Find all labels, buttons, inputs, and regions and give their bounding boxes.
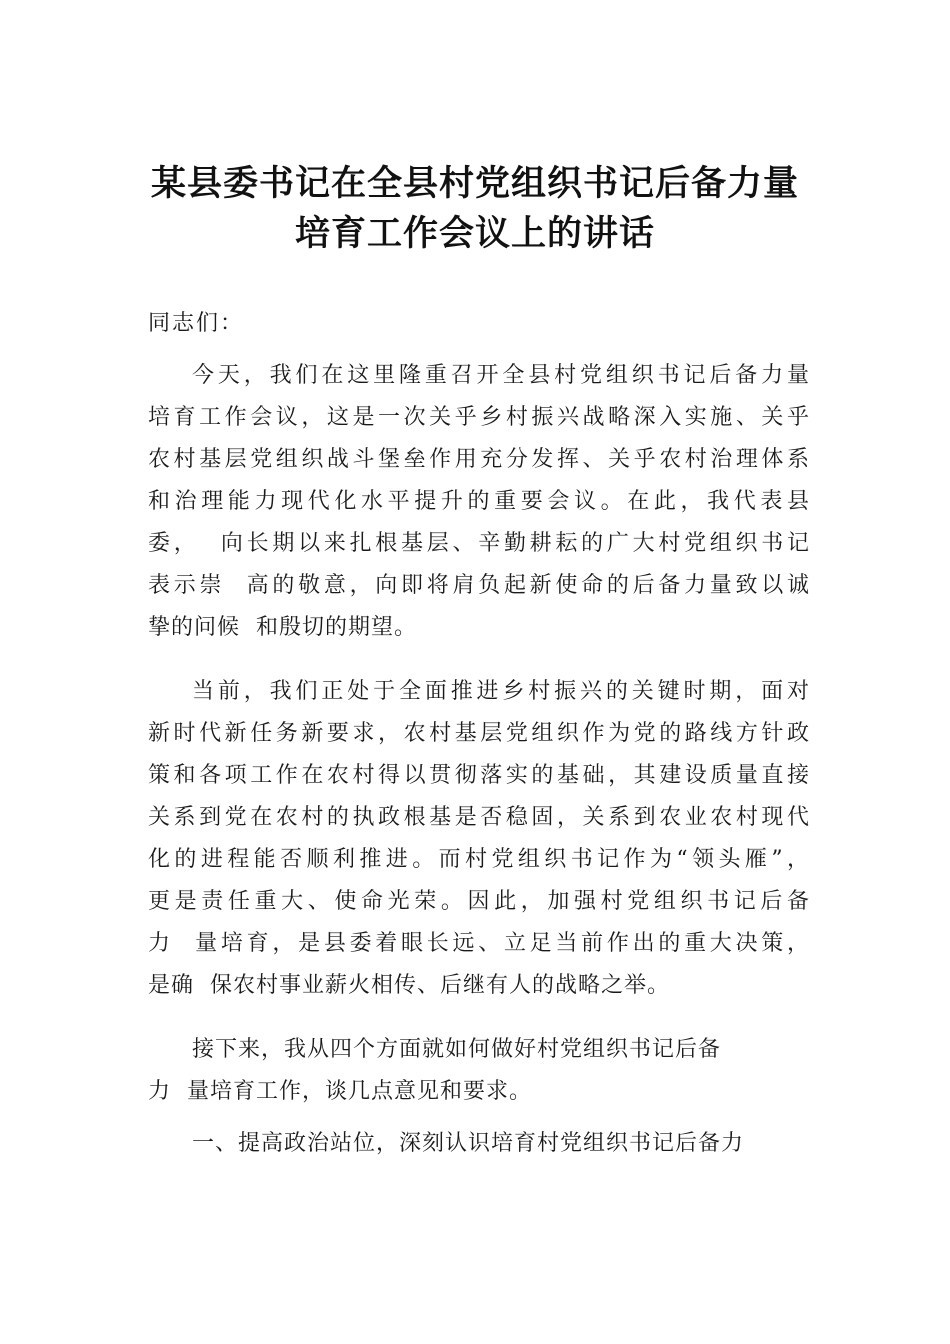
paragraph-line: 更是责任重大、使命光荣。因此，加强村党组织书记后备 — [148, 889, 810, 914]
paragraph-line: 一、提高政治站位，深刻认识培育村党组织书记后备力 — [192, 1131, 745, 1156]
paragraph-3 — [148, 1029, 810, 1113]
paragraph-line: 挚的问候 和殷切的期望。 — [148, 615, 417, 640]
paragraph-line: 委， 向长期以来扎根基层、辛勤耕耘的广大村党组织书记 — [148, 531, 810, 556]
paragraph-line: 接下来，我从四个方面就如何做好村党组织书记后备 — [192, 1037, 722, 1062]
paragraph-line: 今天，我们在这里隆重召开全县村党组织书记后备力量 — [192, 363, 810, 388]
paragraph-line: 当前，我们正处于全面推进乡村振兴的关键时期，面对 — [192, 679, 810, 704]
paragraph-line: 力 量培育，是县委着眼长远、立足当前作出的重大决策， — [148, 931, 810, 956]
paragraph-line: 是确 保农村事业薪火相传、后继有人的战略之举。 — [148, 973, 670, 998]
paragraph-line: 农村基层党组织战斗堡垒作用充分发挥、关乎农村治理体系 — [148, 447, 810, 472]
section-heading-1 — [148, 1123, 810, 1165]
paragraph-line: 表示崇 高的敬意，向即将肩负起新使命的后备力量致以诚 — [148, 573, 810, 598]
document-title-line-1: 某县委书记在全县村党组织书记后备力量 — [150, 164, 799, 204]
paragraph-line: 关系到党在农村的执政根基是否稳固，关系到农业农村现代 — [148, 805, 810, 830]
document-title-line-2: 培育工作会议上的讲话 — [294, 214, 655, 254]
paragraph-line: 力 量培育工作，谈几点意见和要求。 — [148, 1079, 532, 1104]
salutation: 同志们： — [148, 311, 245, 336]
paragraph-2 — [148, 671, 810, 1007]
paragraph-line: 和治理能力现代化水平提升的重要会议。在此，我代表县 — [148, 489, 810, 514]
paragraph-line: 培育工作会议，这是一次关乎乡村振兴战略深入实施、关乎 — [148, 405, 810, 430]
paragraph-1 — [148, 355, 810, 649]
paragraph-line: 化的进程能否顺利推进。而村党组织书记作为“领头雁”， — [148, 847, 810, 872]
paragraph-line: 新时代新任务新要求，农村基层党组织作为党的路线方针政 — [148, 721, 810, 746]
paragraph-line: 策和各项工作在农村得以贯彻落实的基础，其建设质量直接 — [148, 763, 810, 788]
